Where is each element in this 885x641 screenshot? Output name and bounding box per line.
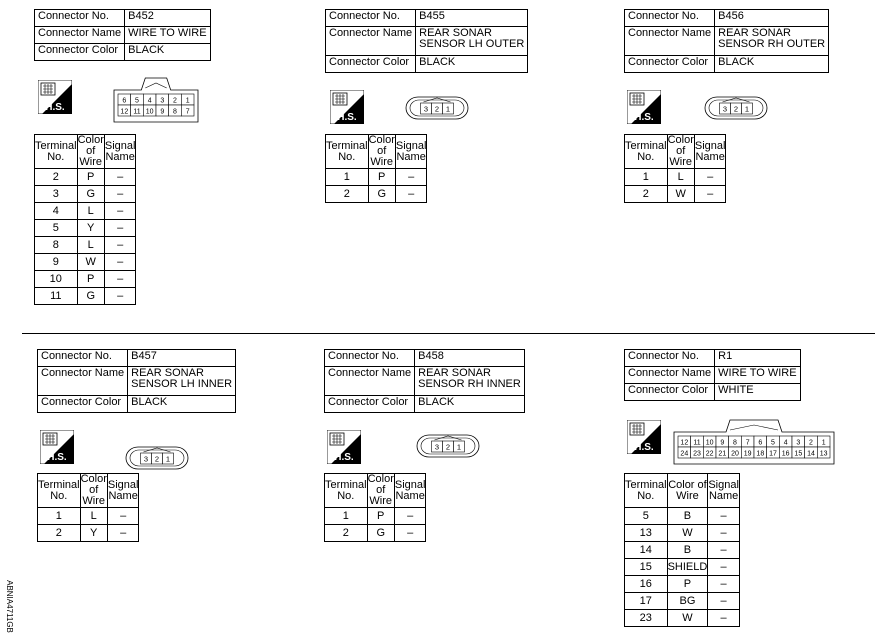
pin-label: 1 xyxy=(445,104,451,114)
terminal-no-header: Terminal No. xyxy=(326,135,369,169)
table-row xyxy=(35,186,136,203)
signal-name-cell: – xyxy=(708,610,740,627)
terminal-no-header: Terminal No. xyxy=(38,474,81,508)
connector-color-value: BLACK xyxy=(128,396,236,413)
terminal-no-cell: 2 xyxy=(625,186,668,203)
connector-color-label: Connector Color xyxy=(625,56,715,73)
connector-color-value: WHITE xyxy=(715,384,800,401)
hs-label: H.S. xyxy=(634,112,654,123)
pin-label: 22 xyxy=(705,450,714,458)
terminal-no-header: Terminal No. xyxy=(325,474,368,508)
signal-name-cell: – xyxy=(708,559,740,576)
connector-color-label: Connector Color xyxy=(325,396,415,413)
terminal-table xyxy=(37,473,139,542)
table-row xyxy=(38,508,139,525)
terminal-no-cell: 4 xyxy=(35,203,78,220)
pin-label: 8 xyxy=(733,439,737,447)
connector-no-label: Connector No. xyxy=(38,350,128,367)
figure-code: ABNIA4711GB xyxy=(4,580,14,633)
terminal-no-cell: 11 xyxy=(35,288,78,305)
wire-color-header: Color of Wire xyxy=(367,473,394,507)
connector-color-value: BLACK xyxy=(125,44,210,61)
table-row xyxy=(38,525,139,542)
connector-name-value: REAR SONAR SENSOR LH OUTER xyxy=(416,27,528,56)
pin-label: 4 xyxy=(783,439,788,447)
table-row xyxy=(325,525,426,542)
terminal-no-cell: 16 xyxy=(625,576,668,593)
connector-color-value: BLACK xyxy=(416,56,528,73)
hs-label: H.S. xyxy=(634,442,654,453)
table-row xyxy=(35,203,136,220)
table-row xyxy=(35,169,136,186)
terminal-no-cell: 1 xyxy=(625,169,668,186)
terminal-no-cell: 10 xyxy=(35,271,78,288)
wire-color-cell: L xyxy=(80,508,107,525)
table-row xyxy=(35,288,136,305)
wire-color-cell: B xyxy=(667,542,708,559)
signal-name-cell: – xyxy=(694,186,726,203)
wire-color-cell: G xyxy=(367,525,394,542)
connector-color-label: Connector Color xyxy=(35,44,125,61)
wire-color-cell: BG xyxy=(667,593,708,610)
terminal-no-cell: 5 xyxy=(35,220,78,237)
pin-label: 11 xyxy=(693,439,701,447)
wire-color-header: Color of Wire xyxy=(80,473,107,507)
connector-name-label: Connector Name xyxy=(326,27,416,56)
signal-name-cell: – xyxy=(708,542,740,559)
connector-color-value: BLACK xyxy=(415,396,525,413)
signal-name-cell: – xyxy=(104,288,136,305)
wire-color-header: Color of Wire xyxy=(77,134,104,168)
connector-no-value: R1 xyxy=(715,350,800,367)
pin-label: 2 xyxy=(445,442,451,452)
table-row xyxy=(35,271,136,288)
connector-info-table xyxy=(624,349,801,401)
connector-info-table xyxy=(37,349,236,413)
pin-label: 9 xyxy=(720,439,725,447)
connector-no-value: B452 xyxy=(125,10,210,27)
connector-color-label: Connector Color xyxy=(38,396,128,413)
connector-name-label: Connector Name xyxy=(625,367,715,384)
pin-label: 24 xyxy=(680,450,689,458)
terminal-no-cell: 3 xyxy=(35,186,78,203)
wire-color-header: Color of Wire xyxy=(368,134,395,168)
wire-color-cell: P xyxy=(368,169,395,186)
signal-name-cell: – xyxy=(395,186,427,203)
table-row xyxy=(325,508,426,525)
connector-name-value: WIRE TO WIRE xyxy=(125,27,210,44)
pin-label: 1 xyxy=(744,104,750,114)
signal-name-cell: – xyxy=(104,254,136,271)
wire-color-cell: W xyxy=(77,254,104,271)
pin-label: 12 xyxy=(120,108,129,116)
pin-label: 12 xyxy=(680,439,689,447)
wire-color-cell: G xyxy=(368,186,395,203)
terminal-no-cell: 2 xyxy=(38,525,81,542)
wire-color-cell: Y xyxy=(77,220,104,237)
pin-label: 2 xyxy=(733,104,739,114)
connector-no-label: Connector No. xyxy=(326,10,416,27)
signal-name-cell: – xyxy=(104,169,136,186)
signal-name-header: Signal Name xyxy=(107,474,139,508)
pin-label: 3 xyxy=(722,104,728,114)
wire-color-header: Color of Wire xyxy=(667,474,708,508)
signal-name-header: Signal Name xyxy=(104,135,136,169)
hs-symbol-icon xyxy=(40,430,74,464)
pin-label: 11 xyxy=(133,108,141,116)
table-row xyxy=(625,508,740,525)
pin-label: 14 xyxy=(807,450,815,458)
connector-name-value: REAR SONAR SENSOR LH INNER xyxy=(128,367,236,396)
connector-face-diagram xyxy=(404,93,470,121)
pin-label: 1 xyxy=(165,454,171,464)
signal-name-cell: – xyxy=(708,508,740,525)
pin-label: 15 xyxy=(794,450,803,458)
table-row xyxy=(625,593,740,610)
signal-name-cell: – xyxy=(104,220,136,237)
signal-name-cell: – xyxy=(104,203,136,220)
table-row xyxy=(625,169,726,186)
signal-name-header: Signal Name xyxy=(694,135,726,169)
table-row xyxy=(625,576,740,593)
connector-color-value: BLACK xyxy=(715,56,829,73)
pin-label: 23 xyxy=(693,450,701,458)
wire-color-cell: L xyxy=(77,237,104,254)
signal-name-cell: – xyxy=(708,525,740,542)
pin-label: 7 xyxy=(745,439,750,447)
hs-label: H.S. xyxy=(334,452,354,463)
table-row xyxy=(35,254,136,271)
hs-symbol-icon xyxy=(627,420,661,454)
signal-name-cell: – xyxy=(395,169,427,186)
terminal-no-cell: 14 xyxy=(625,542,668,559)
connector-name-label: Connector Name xyxy=(35,27,125,44)
connector-no-label: Connector No. xyxy=(625,10,715,27)
connector-name-value: REAR SONAR SENSOR RH OUTER xyxy=(715,27,829,56)
connector-face-diagram xyxy=(124,443,190,471)
section-divider xyxy=(22,333,875,334)
terminal-no-cell: 9 xyxy=(35,254,78,271)
wire-color-cell: W xyxy=(667,610,708,627)
pin-label: 13 xyxy=(819,450,828,458)
signal-name-cell: – xyxy=(708,593,740,610)
signal-name-cell: – xyxy=(708,576,740,593)
pin-label: 16 xyxy=(781,450,790,458)
signal-name-cell: – xyxy=(694,169,726,186)
terminal-table xyxy=(325,134,427,203)
table-row xyxy=(625,186,726,203)
pin-label: 1 xyxy=(456,442,462,452)
pin-label: 20 xyxy=(731,450,739,458)
connector-no-label: Connector No. xyxy=(325,350,415,367)
connector-color-label: Connector Color xyxy=(625,384,715,401)
connector-no-value: B458 xyxy=(415,350,525,367)
table-row xyxy=(625,610,740,627)
pin-label: 10 xyxy=(705,439,714,447)
signal-name-header: Signal Name xyxy=(394,474,426,508)
hs-symbol-icon xyxy=(327,430,361,464)
pin-label: 1 xyxy=(185,97,190,105)
connector-info-table xyxy=(325,9,528,73)
connector-name-label: Connector Name xyxy=(625,27,715,56)
pin-label: 4 xyxy=(147,97,152,105)
connector-no-value: B457 xyxy=(128,350,236,367)
terminal-table xyxy=(324,473,426,542)
pin-label: 3 xyxy=(160,97,165,105)
hs-label: H.S. xyxy=(337,112,357,123)
signal-name-cell: – xyxy=(104,186,136,203)
wire-color-cell: G xyxy=(77,186,104,203)
connector-no-value: B455 xyxy=(416,10,528,27)
wire-color-cell: P xyxy=(77,169,104,186)
connector-name-value: WIRE TO WIRE xyxy=(715,367,800,384)
connector-color-label: Connector Color xyxy=(326,56,416,73)
terminal-no-cell: 2 xyxy=(35,169,78,186)
terminal-no-cell: 15 xyxy=(625,559,668,576)
terminal-no-cell: 5 xyxy=(625,508,668,525)
connector-info-table xyxy=(324,349,525,413)
terminal-no-header: Terminal No. xyxy=(625,135,668,169)
pin-label: 3 xyxy=(143,454,149,464)
terminal-table xyxy=(624,134,726,203)
terminal-no-cell: 8 xyxy=(35,237,78,254)
pin-label: 9 xyxy=(160,108,165,116)
wire-color-cell: W xyxy=(667,186,694,203)
terminal-no-cell: 13 xyxy=(625,525,668,542)
connector-face-diagram xyxy=(112,76,200,124)
hs-symbol-icon xyxy=(627,90,661,124)
hs-symbol-icon xyxy=(330,90,364,124)
pin-label: 2 xyxy=(809,439,813,447)
pin-label: 6 xyxy=(122,97,127,105)
wire-color-cell: P xyxy=(667,576,708,593)
pin-label: 5 xyxy=(135,97,139,105)
table-row xyxy=(35,220,136,237)
signal-name-cell: – xyxy=(104,237,136,254)
pin-label: 5 xyxy=(771,439,775,447)
table-row xyxy=(625,559,740,576)
signal-name-header: Signal Name xyxy=(708,474,740,508)
wire-color-cell: B xyxy=(667,508,708,525)
connector-name-label: Connector Name xyxy=(38,367,128,396)
terminal-no-cell: 1 xyxy=(325,508,368,525)
pin-label: 18 xyxy=(756,450,765,458)
table-row xyxy=(326,186,427,203)
wire-color-cell: SHIELD xyxy=(667,559,708,576)
pin-label: 6 xyxy=(758,439,763,447)
pin-label: 8 xyxy=(173,108,177,116)
connector-no-label: Connector No. xyxy=(625,350,715,367)
hs-symbol-icon xyxy=(38,80,72,114)
table-row xyxy=(625,542,740,559)
connector-info-table xyxy=(34,9,211,61)
connector-face-diagram xyxy=(672,418,836,466)
terminal-no-cell: 1 xyxy=(326,169,369,186)
pin-label: 2 xyxy=(434,104,440,114)
connector-name-value: REAR SONAR SENSOR RH INNER xyxy=(415,367,525,396)
terminal-no-header: Terminal No. xyxy=(35,135,78,169)
table-row xyxy=(35,237,136,254)
wire-color-cell: L xyxy=(77,203,104,220)
connector-no-value: B456 xyxy=(715,10,829,27)
pin-label: 21 xyxy=(718,450,727,458)
table-row xyxy=(625,525,740,542)
pin-label: 3 xyxy=(423,104,429,114)
signal-name-cell: – xyxy=(107,508,139,525)
wire-color-header: Color of Wire xyxy=(667,134,694,168)
pin-label: 10 xyxy=(145,108,154,116)
terminal-table xyxy=(34,134,136,305)
pin-label: 3 xyxy=(796,439,801,447)
hs-label: H.S. xyxy=(47,452,67,463)
terminal-no-cell: 2 xyxy=(325,525,368,542)
connector-no-label: Connector No. xyxy=(35,10,125,27)
wire-color-cell: Y xyxy=(80,525,107,542)
pin-label: 3 xyxy=(434,442,440,452)
terminal-table xyxy=(624,473,740,627)
pin-label: 17 xyxy=(769,450,777,458)
wire-color-cell: L xyxy=(667,169,694,186)
pin-label: 7 xyxy=(185,108,190,116)
wire-color-cell: P xyxy=(367,508,394,525)
terminal-no-header: Terminal No. xyxy=(625,474,668,508)
connector-name-label: Connector Name xyxy=(325,367,415,396)
terminal-no-cell: 2 xyxy=(326,186,369,203)
terminal-no-cell: 1 xyxy=(38,508,81,525)
terminal-no-cell: 17 xyxy=(625,593,668,610)
terminal-no-cell: 23 xyxy=(625,610,668,627)
connector-info-table xyxy=(624,9,829,73)
wire-color-cell: W xyxy=(667,525,708,542)
pin-label: 1 xyxy=(821,439,826,447)
signal-name-cell: – xyxy=(104,271,136,288)
pin-label: 2 xyxy=(173,97,177,105)
table-row xyxy=(326,169,427,186)
wire-color-cell: P xyxy=(77,271,104,288)
pin-label: 19 xyxy=(743,450,752,458)
connector-face-diagram xyxy=(703,93,769,121)
pin-label: 2 xyxy=(154,454,160,464)
signal-name-cell: – xyxy=(394,525,426,542)
wire-color-cell: G xyxy=(77,288,104,305)
connector-face-diagram xyxy=(415,431,481,459)
signal-name-header: Signal Name xyxy=(395,135,427,169)
signal-name-cell: – xyxy=(394,508,426,525)
hs-label: H.S. xyxy=(45,102,65,113)
signal-name-cell: – xyxy=(107,525,139,542)
